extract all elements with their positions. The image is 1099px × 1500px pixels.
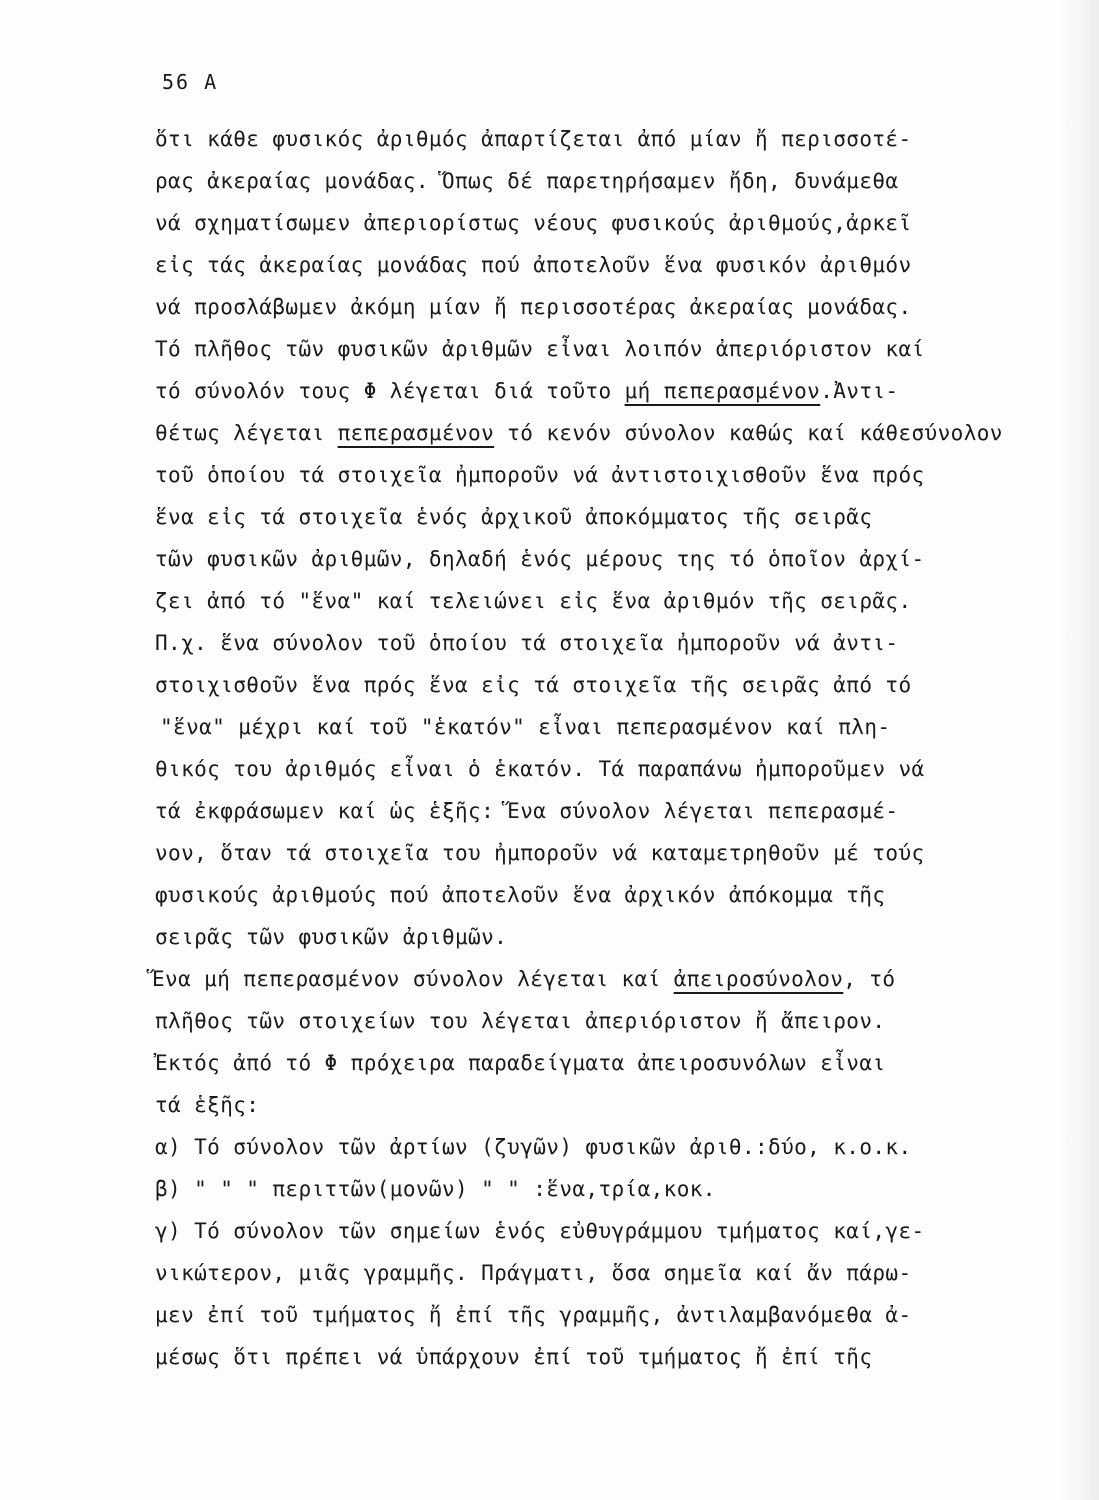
text-line: [155, 1347, 872, 1368]
page-edge-shadow: [1061, 0, 1099, 1500]
text-segment: ρας ἀκεραίας μονάδας. Ὅπως δέ παρετηρήσαμεν ἤδη, δυνάμεθα: [155, 169, 899, 193]
text-line: [155, 1137, 912, 1158]
text-line: [155, 675, 912, 696]
underlined-term: πεπερασμένον: [337, 421, 495, 445]
text-line: [155, 633, 898, 654]
text-segment: εἰς τάς ἀκεραίας μονάδας πού ἀποτελοῦν ἕνα φυσικόν ἀριθμόν: [155, 253, 912, 277]
underlined-term: ἀπειροσύνολον: [673, 967, 844, 991]
text-line: [155, 1263, 912, 1284]
text-segment: τά ἐκφράσωμεν καί ὡς ἑξῆς: Ἕνα σύνολον λέγεται πεπερασμέ-: [155, 799, 899, 823]
text-segment: νά προσλάβωμεν ἀκόμη μίαν ἤ περισσοτέρας ἀκεραίας μονάδας.: [155, 295, 912, 319]
text-line: [155, 591, 912, 612]
text-segment: νικώτερον, μιᾶς γραμμῆς. Πράγματι, ὅσα σημεῖα καί ἄν πάρω-: [155, 1261, 912, 1285]
text-segment: θικός του ἀριθμός εἶναι ὁ ἑκατόν. Τά παραπάνω ἠμποροῦμεν νά: [155, 757, 925, 781]
text-line: [155, 255, 912, 276]
text-segment: .Ἀντι-: [820, 379, 899, 403]
text-line: [155, 129, 912, 150]
text-line: [155, 213, 912, 234]
text-segment: α) Τό σύνολον τῶν ἀρτίων (ζυγῶν) φυσικῶν ἀριθ.:δύο, κ.ο.κ.: [155, 1135, 912, 1159]
text-line: [152, 969, 895, 990]
text-line: [155, 297, 912, 318]
text-line: [155, 381, 898, 402]
text-segment: τῶν φυσικῶν ἀριθμῶν, δηλαδή ἑνός μέρους της τό ὁποῖον ἀρχί-: [155, 547, 925, 571]
page-number: 56 Α: [162, 70, 219, 94]
text-line: [155, 1221, 925, 1242]
text-segment: Ἐκτός ἀπό τό Φ πρόχειρα παραδείγματα ἀπειροσυνόλων εἶναι: [155, 1051, 886, 1075]
text-segment: Τό πλῆθος τῶν φυσικῶν ἀριθμῶν εἶναι λοιπόν ἀπεριόριστον καί: [155, 337, 925, 361]
text-segment: , τό: [843, 967, 896, 991]
text-line: [155, 339, 925, 360]
text-segment: γ) Τό σύνολον τῶν σημείων ἑνός εὐθυγράμμου τμήματος καί,γε-: [155, 1219, 925, 1243]
text-segment: ὅτι κάθε φυσικός ἀριθμός ἀπαρτίζεται ἀπό μίαν ἤ περισσοτέ-: [155, 127, 912, 151]
text-line: [155, 1053, 885, 1074]
text-segment: ζει ἀπό τό "ἕνα" καί τελειώνει εἰς ἕνα ἀριθμόν τῆς σειρᾶς.: [155, 589, 912, 613]
text-line: [155, 549, 925, 570]
text-line: [155, 423, 1003, 444]
text-segment: σειρᾶς τῶν φυσικῶν ἀριθμῶν.: [155, 925, 508, 949]
text-line: [160, 717, 890, 738]
text-line: [155, 1011, 885, 1032]
text-line: [155, 759, 925, 780]
text-segment: πλῆθος τῶν στοιχείων του λέγεται ἀπεριόριστον ἤ ἄπειρον.: [155, 1009, 886, 1033]
underlined-term: μή πεπερασμένον: [624, 379, 821, 403]
text-line: [155, 171, 898, 192]
text-segment: β) " " " περιττῶν(μονῶν) " " :ἕνα,τρία,κοκ.: [155, 1177, 716, 1201]
text-line: [155, 843, 925, 864]
text-segment: νά σχηματίσωμεν ἀπεριορίστως νέους φυσικούς ἀριθμούς,ἀρκεῖ: [155, 211, 912, 235]
text-segment: Ἕνα μή πεπερασμένον σύνολον λέγεται καί: [152, 967, 674, 991]
text-segment: "ἕνα" μέχρι καί τοῦ "ἑκατόν" εἶναι πεπερασμένον καί πλη-: [160, 715, 891, 739]
text-segment: νον, ὅταν τά στοιχεῖα του ἠμποροῦν νά καταμετρηθοῦν μέ τούς: [155, 841, 925, 865]
text-line: [155, 1179, 716, 1200]
text-segment: ἕνα εἰς τά στοιχεῖα ἑνός ἀρχικοῦ ἀποκόμματος τῆς σειρᾶς: [155, 505, 873, 529]
text-line: [155, 465, 925, 486]
text-line: [155, 927, 507, 948]
text-line: [155, 885, 885, 906]
text-segment: μεν ἐπί τοῦ τμήματος ἤ ἐπί τῆς γραμμῆς, ἀντιλαμβανόμεθα ἀ-: [155, 1303, 912, 1327]
text-line: [155, 507, 872, 528]
text-segment: τό σύνολόν τους Φ λέγεται διά τοῦτο: [155, 379, 625, 403]
text-segment: Π.χ. ἕνα σύνολον τοῦ ὁποίου τά στοιχεῖα ἠμποροῦν νά ἀντι-: [155, 631, 899, 655]
text-line: [155, 1305, 912, 1326]
text-line: [155, 1095, 259, 1116]
text-segment: τά ἑξῆς:: [155, 1093, 260, 1117]
text-segment: μέσως ὅτι πρέπει νά ὑπάρχουν ἐπί τοῦ τμήματος ἤ ἐπί τῆς: [155, 1345, 873, 1369]
text-segment: στοιχισθοῦν ἕνα πρός ἕνα εἰς τά στοιχεῖα τῆς σειρᾶς ἀπό τό: [155, 673, 912, 697]
text-segment: φυσικούς ἀριθμούς πού ἀποτελοῦν ἕνα ἀρχικόν ἀπόκομμα τῆς: [155, 883, 886, 907]
text-segment: τό κενόν σύνολον καθώς καί κάθεσύνολον: [494, 421, 1003, 445]
text-line: [155, 801, 898, 822]
text-segment: θέτως λέγεται: [155, 421, 338, 445]
text-segment: τοῦ ὁποίου τά στοιχεῖα ἠμποροῦν νά ἀντιστοιχισθοῦν ἕνα πρός: [155, 463, 925, 487]
